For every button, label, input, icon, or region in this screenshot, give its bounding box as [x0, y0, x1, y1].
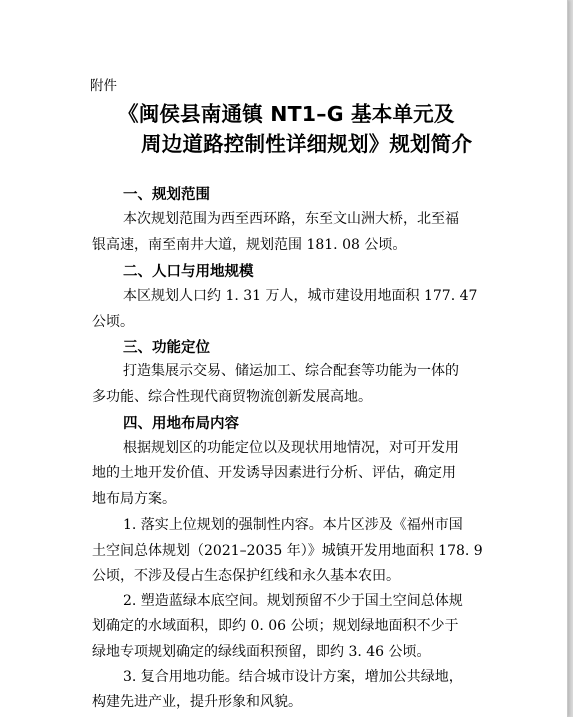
paragraph-line: 本次规划范围为西至西环路，东至文山洲大桥，北至福 [123, 211, 459, 227]
paragraph-line: 多功能、综合性现代商贸物流创新发展高地。 [92, 389, 372, 405]
paragraph-line: 公顷，不涉及侵占生态保护红线和永久基本农田。 [92, 568, 400, 584]
section-heading-population: 二、人口与用地规模 [123, 264, 254, 280]
paragraph-line: 公顷。 [92, 314, 134, 330]
document-title-line-2: 周边道路控制性详细规划》规划简介 [141, 132, 473, 156]
section-heading-positioning: 三、功能定位 [123, 340, 210, 356]
annex-label: 附件 [90, 78, 117, 94]
section-heading-scope: 一、规划范围 [123, 187, 210, 203]
paragraph-line: 3. 复合用地功能。结合城市设计方案，增加公共绿地， [123, 669, 463, 685]
paragraph-line: 地的土地开发价值、开发诱导因素进行分析、评估，确定用 [92, 465, 456, 481]
paragraph-line: 构建先进产业，提升形象和风貌。 [92, 694, 302, 710]
paragraph-line: 1. 落实上位规划的强制性内容。本片区涉及《福州市国 [123, 517, 463, 533]
paragraph-line: 划确定的水域面积，即约 0. 06 公顷；规划绿地面积不少于 [92, 618, 459, 634]
paragraph-line: 土空间总体规划（2021–2035 年）》城镇开发用地面积 178. 9 [92, 543, 483, 559]
paragraph-line: 根据规划区的功能定位以及现状用地情况，对可开发用 [123, 440, 459, 456]
document-title-line-1: 《闽侯县南通镇 NT1–G 基本单元及 [118, 102, 455, 126]
paragraph-line: 打造集展示交易、储运加工、综合配套等功能为一体的 [123, 363, 459, 379]
paragraph-line: 本区规划人口约 1. 31 万人，城市建设用地面积 177. 47 [123, 288, 478, 304]
paragraph-line: 2. 塑造蓝绿本底空间。规划预留不少于国土空间总体规 [123, 593, 463, 609]
section-heading-land-layout: 四、用地布局内容 [123, 416, 239, 432]
paragraph-line: 银高速，南至南井大道，规划范围 181. 08 公顷。 [92, 237, 407, 253]
paragraph-line: 地布局方案。 [92, 491, 176, 507]
paragraph-line: 绿地专项规划确定的绿线面积预留，即约 3. 46 公顷。 [92, 644, 431, 660]
